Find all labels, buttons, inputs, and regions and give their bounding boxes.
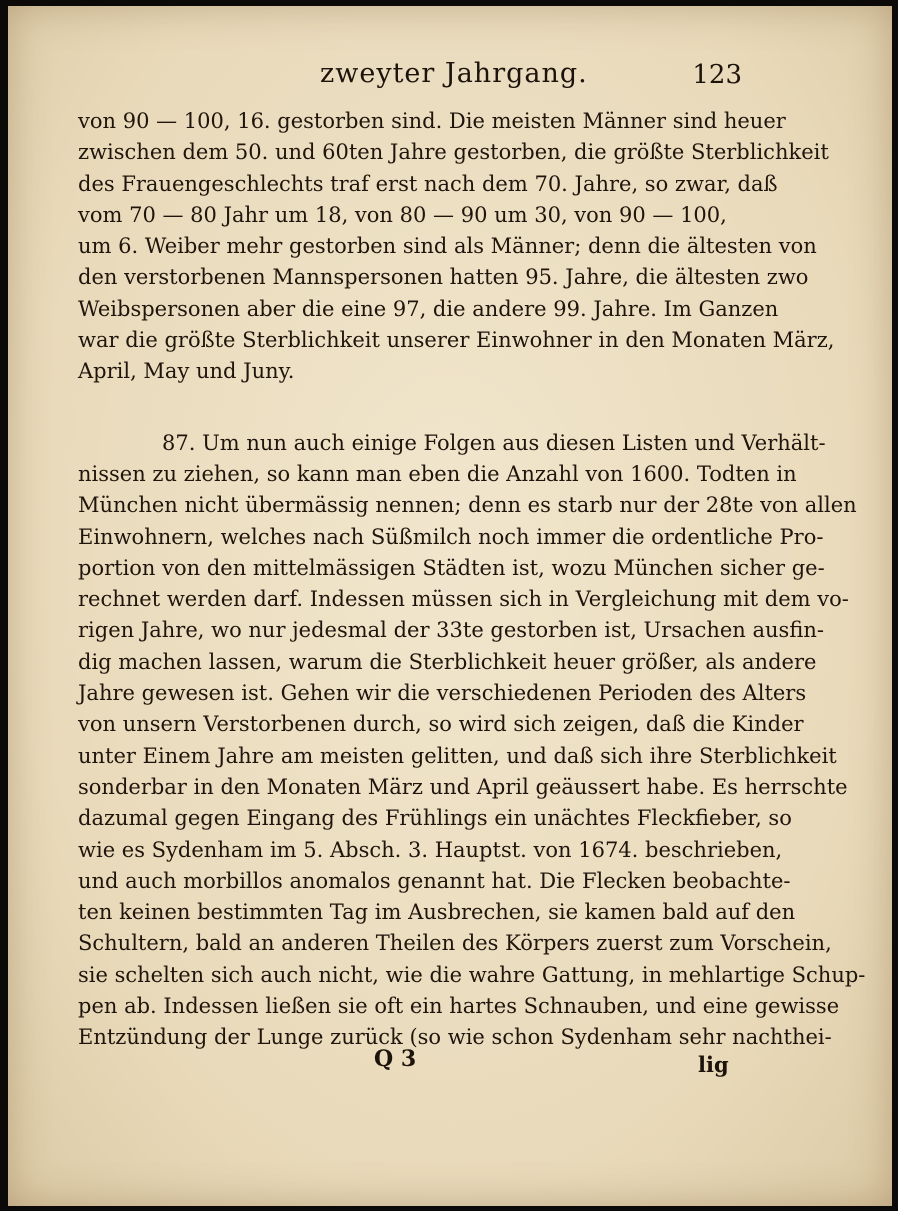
text-line: und auch morbillos anomalos genannt hat. Die Flecken beobachte- <box>78 868 791 893</box>
text-line: sie schelten sich auch nicht, wie die wahre Gattung, in mehlartige Schup- <box>78 962 866 987</box>
text-line: pen ab. Indessen ließen sie oft ein hartes Schnauben, und eine gewisse <box>78 994 840 1019</box>
text-line: Jahre gewesen ist. Gehen wir die verschiedenen Perioden des Alters <box>78 681 807 706</box>
text-line: Einwohnern, welches nach Süßmilch noch immer die ordentliche Pro- <box>78 524 824 549</box>
text-line: zwischen dem 50. und 60ten Jahre gestorben, die größte Sterblichkeit <box>78 140 829 165</box>
text-line: dazumal gegen Eingang des Frühlings ein unächtes Fleckfieber, so <box>78 806 792 831</box>
paragraph-gap <box>78 388 768 428</box>
text-line: ten keinen bestimmten Tag im Ausbrechen, sie kamen bald auf den <box>78 900 796 925</box>
paragraph-continued <box>78 106 835 388</box>
page-footer <box>8 1046 892 1082</box>
page-number: 123 <box>692 60 742 90</box>
text-line: April, May und Juny. <box>78 359 295 384</box>
text-line: München nicht übermässig nennen; denn es starb nur der 28te von allen <box>78 493 857 518</box>
text-line: rigen Jahre, wo nur jedesmal der 33te gestorben ist, Ursachen ausfin- <box>78 618 824 643</box>
page-header <box>8 58 892 98</box>
book-page <box>8 6 892 1206</box>
body-text <box>78 106 866 1054</box>
text-line: war die größte Sterblichkeit unserer Einwohner in den Monaten März, <box>78 328 835 353</box>
paragraph-87 <box>78 428 866 1054</box>
running-head: zweyter Jahrgang. <box>320 58 588 89</box>
text-line: um 6. Weiber mehr gestorben sind als Männer; denn die ältesten von <box>78 234 817 259</box>
text-line: portion von den mittelmässigen Städten ist, wozu München sicher ge- <box>78 555 825 580</box>
catchword: lig <box>698 1052 729 1077</box>
text-line: nissen zu ziehen, so kann man eben die Anzahl von 1600. Todten in <box>78 461 797 486</box>
text-line: vom 70 — 80 Jahr um 18, von 80 — 90 um 30, von 90 — 100, <box>78 202 727 227</box>
signature-mark: Q 3 <box>374 1046 417 1072</box>
text-line: den verstorbenen Mannspersonen hatten 95. Jahre, die ältesten zwo <box>78 265 809 290</box>
text-line: Entzündung der Lunge zurück (so wie schon Sydenham sehr nachthei- <box>78 1025 832 1050</box>
text-line: des Frauengeschlechts traf erst nach dem 70. Jahre, so zwar, daß <box>78 171 778 196</box>
text-line: 87. Um nun auch einige Folgen aus diesen Listen und Verhält- <box>162 430 826 455</box>
text-line: wie es Sydenham im 5. Absch. 3. Hauptst. von 1674. beschrieben, <box>78 837 783 862</box>
text-line: sonderbar in den Monaten März und April geäussert habe. Es herrschte <box>78 774 848 799</box>
text-line: Weibspersonen aber die eine 97, die andere 99. Jahre. Im Ganzen <box>78 296 779 321</box>
text-line: dig machen lassen, warum die Sterblichkeit heuer größer, als andere <box>78 649 817 674</box>
text-line: von 90 — 100, 16. gestorben sind. Die meisten Männer sind heuer <box>78 109 786 133</box>
text-line: rechnet werden darf. Indessen müssen sich in Vergleichung mit dem vo- <box>78 587 849 612</box>
text-line: unter Einem Jahre am meisten gelitten, und daß sich ihre Sterblichkeit <box>78 743 837 768</box>
text-line: Schultern, bald an anderen Theilen des Körpers zuerst zum Vorschein, <box>78 931 832 956</box>
text-line: von unsern Verstorbenen durch, so wird sich zeigen, daß die Kinder <box>78 712 804 737</box>
